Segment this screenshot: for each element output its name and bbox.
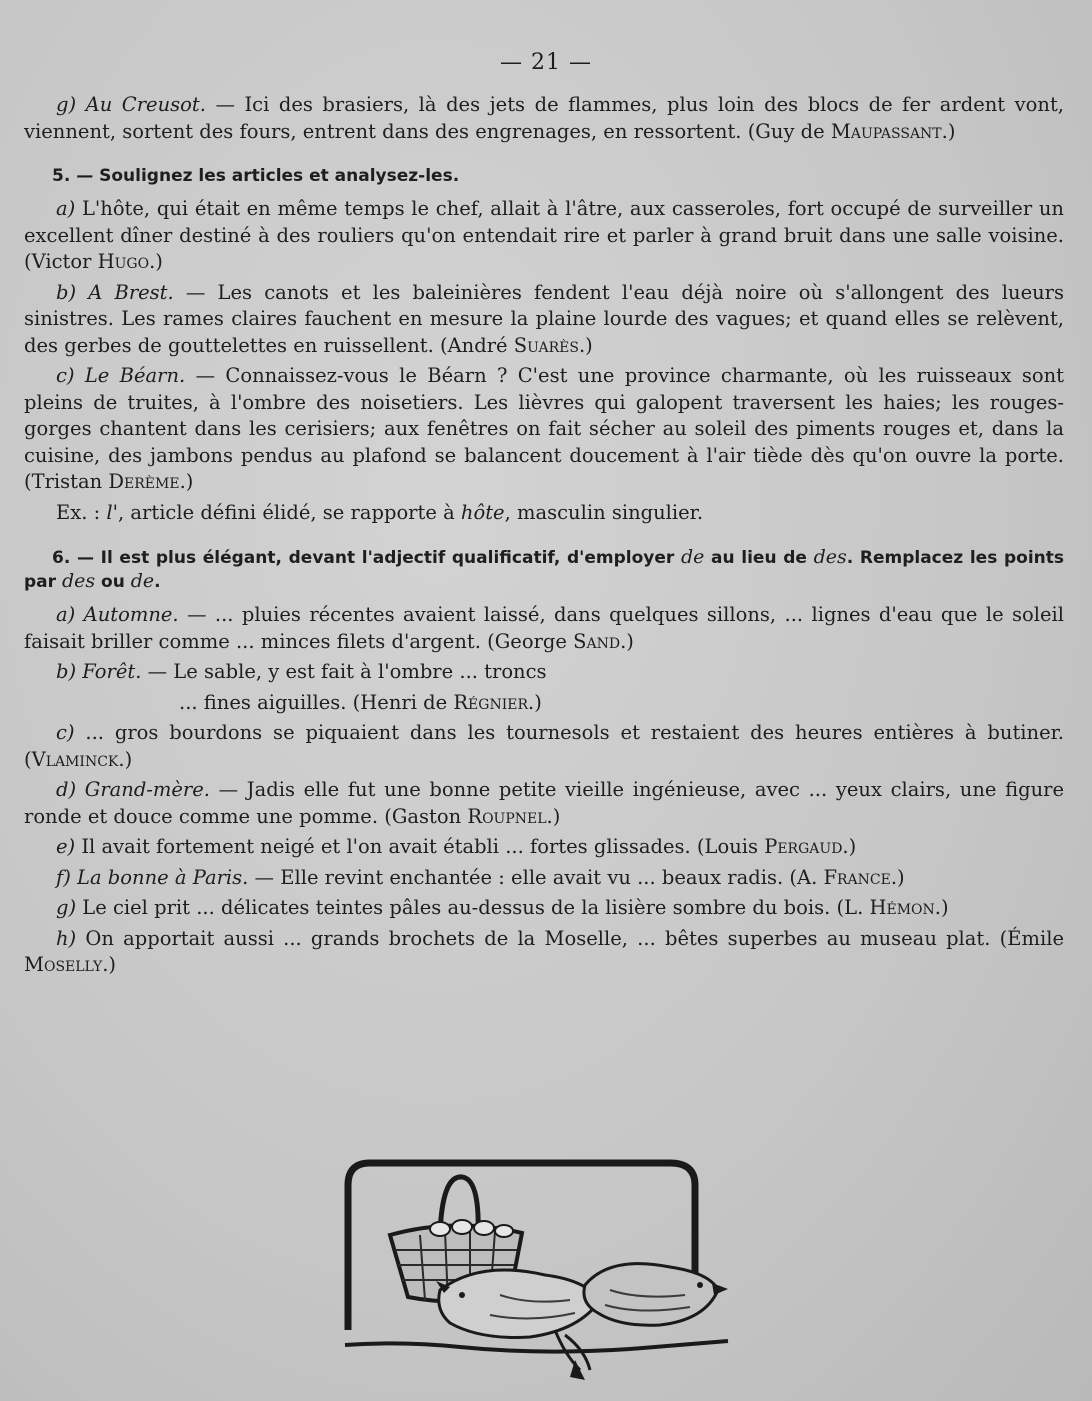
paragraph-5a: a) L'hôte, qui était en même temps le chef, allait à l'âtre, aux casseroles, fort occupé de surveiller un excellent dîner destiné à des rouliers qu'on entendait rire et parler à grand bruit dans une salle voisine. (Victor Hugo.): [24, 197, 1064, 273]
paragraph-6g: g) Le ciel prit ... délicates teintes pâles au-dessus de la lisière sombre du bois. (L. Hémon.): [56, 896, 949, 919]
exercise-6-title: 6. — Il est plus élégant, devant l'adjectif qualificatif, d'employer de au lieu de des. Remplacez les points par des ou de.: [24, 546, 1065, 592]
paragraph-5b: b) A Brest. — Les canots et les baleinières fendent l'eau déjà noire où s'allongent des lueurs sinistres. Les rames claires fauchent en mesure la plaine lourde des vagues; et quand elles se relèvent, des gerbes de gouttelettes en ruissellent. (André Suarès.): [24, 280, 1064, 357]
author-name: Hugo: [97, 250, 150, 273]
author-name: Sand: [573, 629, 621, 653]
paragraph-6f: f) La bonne à Paris. — Elle revint enchantée : elle avait vu ... beaux radis. (A. France.): [56, 865, 905, 889]
author-name: Derème: [108, 470, 180, 493]
author-name: Moselly: [24, 953, 103, 976]
item-label: g) Au Creusot.: [56, 93, 206, 116]
example-line: Ex. : l', article défini élidé, se rapporte à hôte, masculin singulier.: [56, 500, 704, 524]
author-name: Suarès: [513, 333, 579, 357]
page-number: — 21 —: [500, 50, 592, 75]
author-name: Pergaud: [764, 835, 843, 858]
paragraph-6h: h) On apportait aussi ... grands brochets de la Moselle, ... bêtes superbes au museau plat. (Émile Moselly.): [24, 926, 1064, 976]
author-name: Roupnel: [467, 804, 547, 828]
author-name: Hémon: [869, 896, 935, 919]
paragraph-6b: b) Forêt. — Le sable, y est fait à l'ombre ... troncs: [56, 660, 547, 683]
exercise-5-title: 5. — Soulignez les articles et analysez-les.: [52, 166, 460, 186]
author-name: Vlaminck: [31, 747, 119, 771]
paragraph-5c: c) Le Béarn. — Connaissez-vous le Béarn ? C'est une province charmante, où les ruisseaux sont pleins de truites, à l'ombre des noisetiers. Les lièvres qui galopent traversent les haies; les rouges-gorges chantent dans les cerisiers; aux fenêtres on fait sécher au soleil des piments rouges et, dans la cuisine, des jambons pendus au plafond se balancent doucement à l'air tiède dès qu'on ouvre la porte. (Tristan Derème.): [24, 364, 1064, 493]
paragraph-6c: c) ... gros bourdons se piquaient dans les tournesols et restaient des heures entières à butiner. (Vlaminck.): [24, 721, 1064, 771]
paragraph-6e: e) Il avait fortement neigé et l'on avait établi ... fortes glissades. (Louis Pergaud.): [56, 835, 857, 858]
paragraph-6d: d) Grand-mère. — Jadis elle fut une bonne petite vieille ingénieuse, avec ... yeux clairs, une figure ronde et douce comme une pomme. (Gaston Roupnel.): [24, 778, 1065, 828]
author-name: Maupassant: [830, 119, 942, 143]
page-content: [24, 92, 1064, 983]
author-name: France: [823, 865, 891, 889]
author-name: Régnier: [453, 690, 528, 714]
basket-hens-illustration: [340, 1155, 730, 1395]
paragraph-6a: a) Automne. — ... pluies récentes avaient laissé, dans quelques sillons, ... lignes d'eau que le soleil faisait briller comme ... minces filets d'argent. (George Sand.): [24, 603, 1064, 653]
paragraph-g-creusot: g) Au Creusot. — Ici des brasiers, là des jets de flammes, plus loin des blocs de fer ardent vont, viennent, sortent des fours, entrent dans des engrenages, en ressortent. (Guy de Maupassant.): [24, 93, 1064, 143]
paragraph-6b-cont: ... fines aiguilles. (Henri de Régnier.): [179, 690, 542, 714]
